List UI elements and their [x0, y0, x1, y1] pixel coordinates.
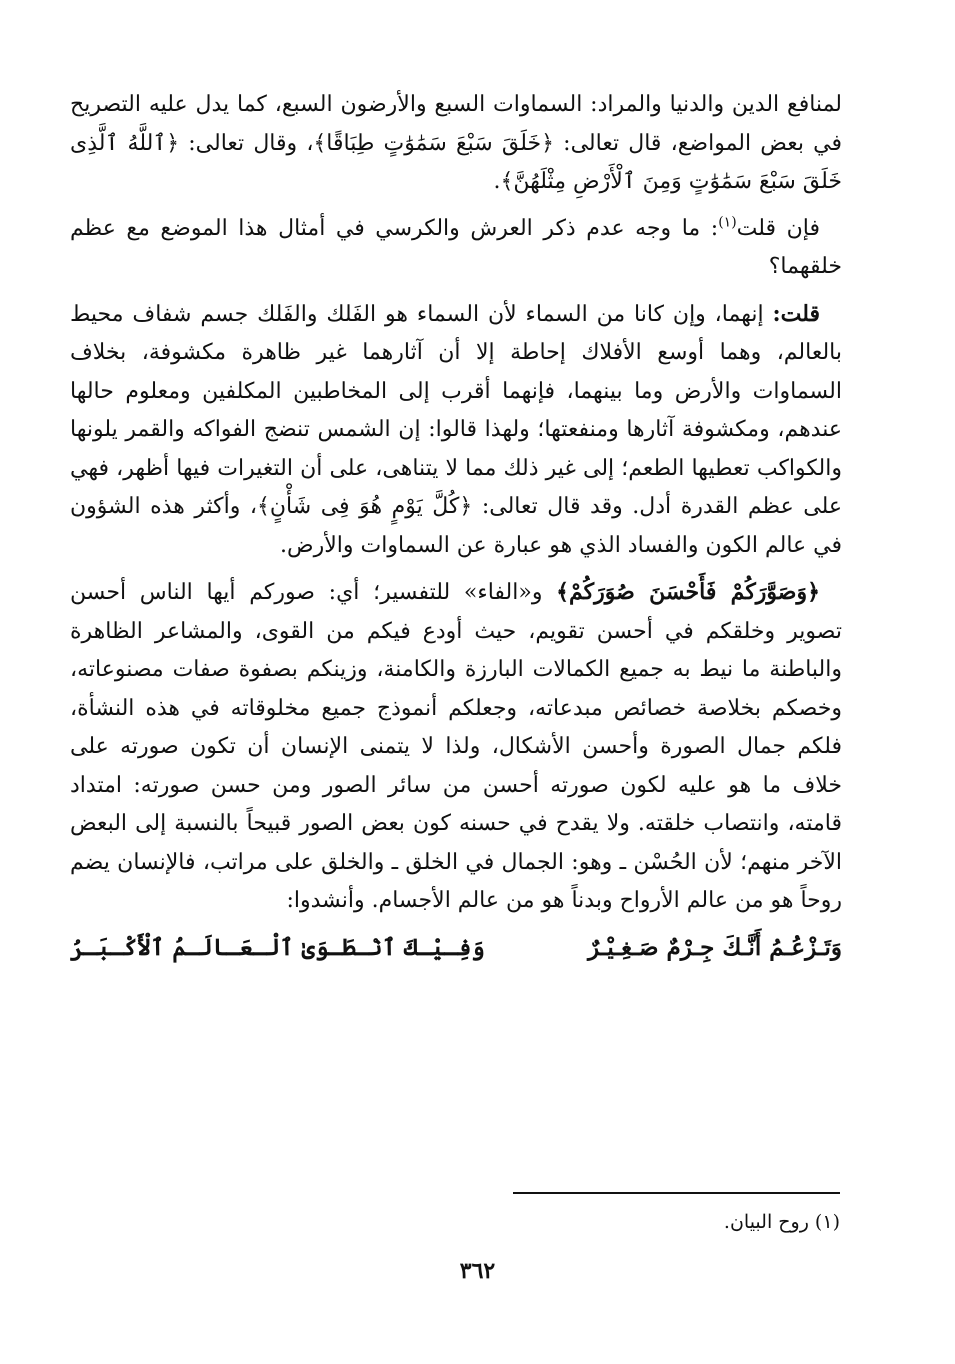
- page-number: ٣٦٢: [459, 1258, 496, 1284]
- page-body: [70, 86, 842, 967]
- verse-second-hemistich: وَفِـيْـكَ ٱنْـطَـوَىٰ ٱلْـعَـالَـمُ ٱلْأَكْـبَـرُ: [70, 933, 485, 961]
- paragraph-2-start: فإن قلت: [736, 215, 820, 241]
- paragraph-1: لمنافع الدين والدنيا والمراد: السماوات السبع والأرضون السبع، كما يدل عليه التصريح في بعض المواضع، قال تعالى: ﴿خَلَقَ سَبْعَ سَمَٰوَٰتٍ طِبَاقًا﴾، وقال تعالى: ﴿ٱللَّهُ ٱلَّذِى خَلَقَ سَبْعَ سَمَٰوَٰتٍ وَمِنَ ٱلْأَرْضِ مِثْلَهُنَّ﴾.: [70, 92, 842, 194]
- verse-first-hemistich: وَتَـزْعُـمُ أَنَّـكَ جِـرْمٌ صَـغِـيْـرٌ: [588, 933, 842, 961]
- quran-quote: ﴿وَصَوَّرَكُمْ فَأَحْسَنَ صُوَرَكُمْ﴾: [556, 579, 820, 605]
- paragraph-4-body: و«الفاء» للتفسير؛ أي: صوركم أيها الناس أحسن تصوير وخلقكم في أحسن تقويم، حيث أودع فيكم من القوى، والمشاعر الظاهرة والباطنة ما نيط به جميع الكمالات البارزة والكامنة، وزينكم بصفوة صفات مصنوعاته، وخصكم بخلاصة خصائص مبدعاته، وجعلكم أنموذج جميع مخلوقاته في هذه النشأة، فلكم جمال الصورة وأحسن الأشكال، ولذا لا يتمنى الإنسان أن تكون صورته على خلاف ما هو عليه لكون صورته أحسن من سائر الصور ومن حسن صورته: امتداد قامته، وانتصاب خلقته. ولا يقدح في حسنه كون بعض الصور قبيحاً بالنسبة إلى البعض الآخر منهم؛ لأن الحُسْن ـ وهو: الجمال في الخلق ـ والخلق على مراتب، فالإنسان يضم روحاً هو من عالم الأرواح وبدناً هو من عالم الأجسام. وأنشدوا:: [70, 580, 842, 913]
- paragraph-3-body: إنهما، وإن كانا من السماء لأن السماء هو الفَلك والفَلك جسم شفاف محيط بالعالم، وهما أوسع الأفلاك إحاطة إلا أن آثارهما غير ظاهرة مكشوفة، بخلاف السماوات والأرض وما بينهما، فإنهما أقرب إلى المخاطبين المكلفين ومعلوم حالها عندهم، ومكشوفة آثارها ومنفعتها؛ ولهذا قالوا: إن الشمس تنضج الفواكه والقمر يلونها والكواكب تعطيها الطعم؛ إلى غير ذلك مما لا يتناهى، على أن التغيرات فيها أظهر، فهي على عظم القدرة أدل. وقد قال تعالى: ﴿كُلَّ يَوْمٍ هُوَ فِى شَأْنٍ﴾، وأكثر هذه الشؤون في عالم الكون والفساد الذي هو عبارة عن السماوات والأرض.: [70, 301, 842, 558]
- poetry-verse: [70, 929, 842, 968]
- paragraph-2-rest: : ما وجه عدم ذكر العرش والكرسي في أمثال هذا الموضع مع عظم خلقهما؟: [70, 215, 842, 279]
- footnote-marker[interactable]: (١): [718, 214, 737, 231]
- paragraph-3: [70, 295, 842, 566]
- footnote: (١) روح البيان.: [723, 1211, 840, 1233]
- paragraph-4: [70, 573, 842, 921]
- footnote-divider: [513, 1192, 840, 1194]
- qult-keyword: قلت:: [772, 300, 820, 327]
- paragraph-2: [70, 210, 842, 287]
